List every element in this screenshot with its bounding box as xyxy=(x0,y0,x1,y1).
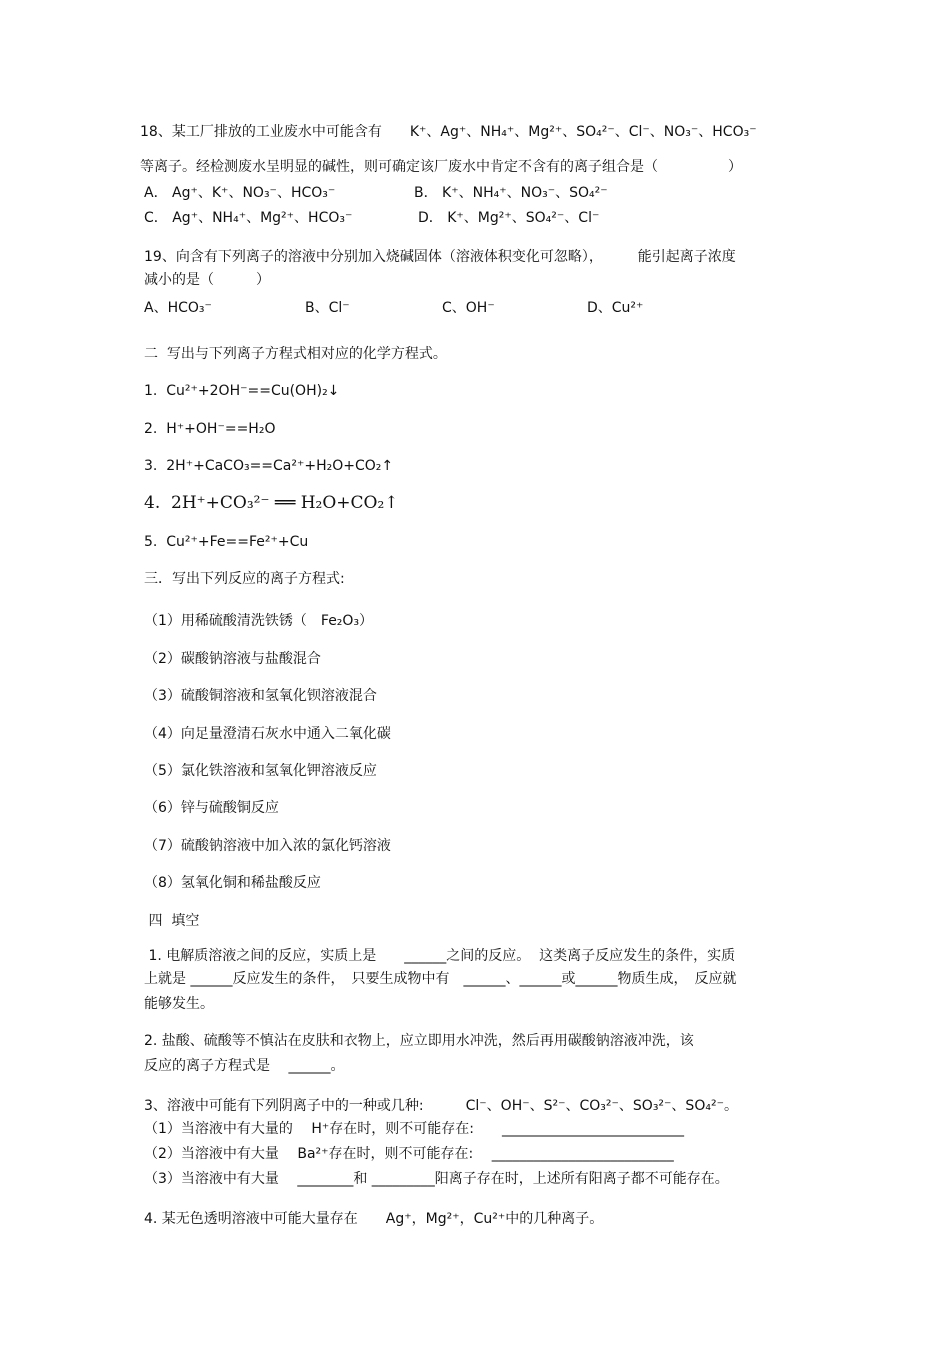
section4-q3-sub1: （1）当溶液中有大量的 H⁺存在时，则不可能存在: __________________________ xyxy=(144,1121,684,1137)
section2-item-3: 3. 2H⁺+CaCO₃==Ca²⁺+H₂O+CO₂↑ xyxy=(144,458,394,474)
section3-item-2: （2）碳酸钠溶液与盐酸混合 xyxy=(144,651,321,667)
section4-q2-line1: 2. 盐酸、硫酸等不慎沾在皮肤和衣物上，应立即用水冲洗，然后再用碳酸钠溶液冲洗，该 xyxy=(144,1033,694,1049)
section2-item-4: 4. 2H⁺+CO₃²⁻ ══ H₂O+CO₂↑ xyxy=(144,493,399,513)
q19-stem-line2: 减小的是（ ） xyxy=(144,272,270,288)
section4-q3-sub3: （3）当溶液中有大量 ________和 _________阳离子存在时，上述所有阳离子都不可能存在。 xyxy=(144,1171,729,1187)
q19-option-a: A、HCO₃⁻ xyxy=(144,300,212,316)
q18-option-c: C． Ag⁺、NH₄⁺、Mg²⁺、HCO₃⁻ xyxy=(144,210,353,226)
section3-item-8: （8）氢氧化铜和稀盐酸反应 xyxy=(144,875,321,891)
q19-option-d: D、Cu²⁺ xyxy=(587,300,644,316)
section3-item-5: （5）氯化铁溶液和氢氧化钾溶液反应 xyxy=(144,763,377,779)
section2-title: 二 写出与下列离子方程式相对应的化学方程式。 xyxy=(144,346,447,362)
section4-q4: 4. 某无色透明溶液中可能大量存在 Ag⁺，Mg²⁺，Cu²⁺中的几种离子。 xyxy=(144,1211,604,1227)
section4-q3-sub2: （2）当溶液中有大量 Ba²⁺存在时，则不可能存在: __________________________ xyxy=(144,1146,674,1162)
section3-title: 三．写出下列反应的离子方程式: xyxy=(144,571,345,587)
section4-q3-stem: 3、溶液中可能有下列阴离子中的一种或几种: Cl⁻、OH⁻、S²⁻、CO₃²⁻、SO₃²⁻、SO₄²⁻。 xyxy=(144,1098,738,1114)
q18-option-a: A． Ag⁺、K⁺、NO₃⁻、HCO₃⁻ xyxy=(144,185,336,201)
section3-item-3: （3）硫酸铜溶液和氢氧化钡溶液混合 xyxy=(144,688,377,704)
q19-stem-line1: 19、向含有下列离子的溶液中分别加入烧碱固体（溶液体积变化可忽略）， 能引起离子浓度 xyxy=(144,249,736,265)
section4-q1-line2: 上就是 ______反应发生的条件， 只要生成物中有 ______、______或______物质生成， 反应就 xyxy=(144,971,737,987)
q19-option-c: C、OH⁻ xyxy=(442,300,495,316)
section3-item-4: （4）向足量澄清石灰水中通入二氧化碳 xyxy=(144,726,391,742)
section4-q1-line3: 能够发生。 xyxy=(144,996,214,1012)
q18-option-d: D． K⁺、Mg²⁺、SO₄²⁻、Cl⁻ xyxy=(418,210,600,226)
section2-item-1: 1. Cu²⁺+2OH⁻==Cu(OH)₂↓ xyxy=(144,383,340,399)
q19-option-b: B、Cl⁻ xyxy=(305,300,350,316)
section3-item-7: （7）硫酸钠溶液中加入浓的氯化钙溶液 xyxy=(144,838,391,854)
section4-q1-line1: 1. 电解质溶液之间的反应，实质上是 ______之间的反应。 这类离子反应发生的条件，实质 xyxy=(144,948,736,964)
section2-item-2: 2. H⁺+OH⁻==H₂O xyxy=(144,421,276,437)
section4-q2-line2: 反应的离子方程式是 ______。 xyxy=(144,1058,345,1074)
q18-stem-line1: 18、某工厂排放的工业废水中可能含有 K⁺、Ag⁺、NH₄⁺、Mg²⁺、SO₄²⁻、Cl⁻、NO₃⁻、HCO₃⁻ xyxy=(140,124,757,140)
section3-item-1: （1）用稀硫酸清洗铁锈（ Fe₂O₃） xyxy=(144,613,374,629)
q18-option-b: B． K⁺、NH₄⁺、NO₃⁻、SO₄²⁻ xyxy=(414,185,608,201)
section3-item-6: （6）锌与硫酸铜反应 xyxy=(144,800,279,816)
section2-item-5: 5. Cu²⁺+Fe==Fe²⁺+Cu xyxy=(144,534,309,550)
q18-stem-line2: 等离子。经检测废水呈明显的碱性，则可确定该厂废水中肯定不含有的离子组合是（ ） xyxy=(140,159,742,175)
section4-title: 四 填空 xyxy=(144,913,200,929)
